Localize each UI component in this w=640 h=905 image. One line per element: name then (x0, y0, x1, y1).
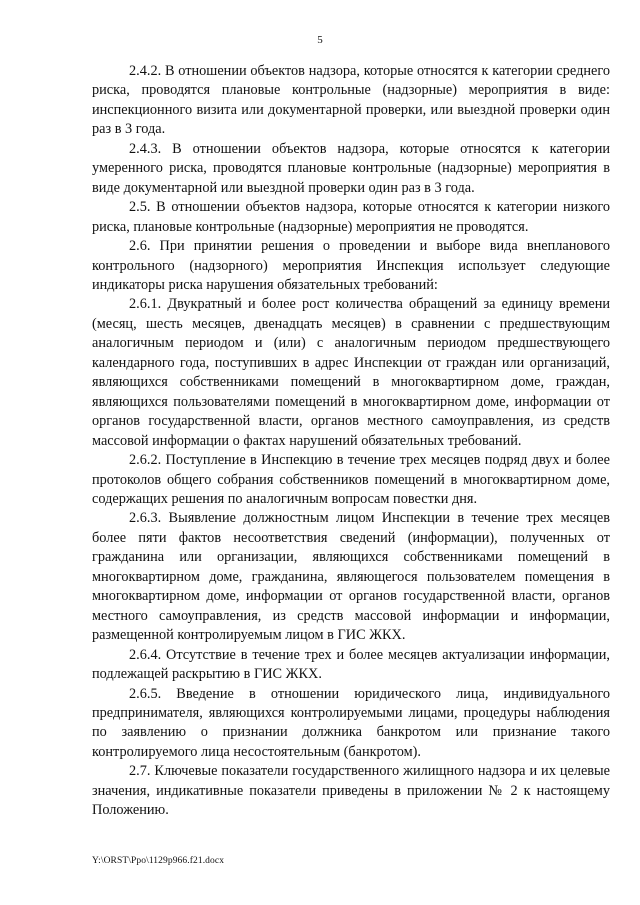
paragraph-2-6-1: 2.6.1. Двукратный и более рост количества обращений за единицу времени (месяц, шесть месяцев, двенадцать месяцев) в сравнении с предшествующим аналогичным периодом и (или) с аналогичным периодом предшествующего календарного года, поступивших в адрес Инспекции от граждан или организаций, являющихся собственниками помещений в многоквартирном доме, граждан, являющихся пользователями помещений в многоквартирном доме, информации от органов государственной власти, органов местного самоуправления, из средств массовой информации о фактах нарушений обязательных требований. (92, 296, 610, 449)
footer-file-path: Y:\ORST\Ppo\1129p966.f21.docx (92, 856, 225, 866)
paragraph-2-5: 2.5. В отношении объектов надзора, которые относятся к категории низкого риска, плановые контрольные (надзорные) мероприятия не проводятся. (92, 199, 610, 235)
paragraph-2-6-3: 2.6.3. Выявление должностным лицом Инспекции в течение трех месяцев более пяти фактов несоответствия сведений (информации), полученных от гражданина или организации, являющихся собственниками помещений в многоквартирном доме, гражданина, являющегося пользователем помещения в многоквартирном доме, информации от органов государственной власти, органов местного самоуправления, из средств массовой информации и информации, размещенной контролируемым лицом в ГИС ЖКХ. (92, 510, 610, 644)
page-number: 5 (317, 34, 323, 46)
paragraph-2-7: 2.7. Ключевые показатели государственного жилищного надзора и их целевые значения, индикативные показатели приведены в приложении № 2 к настоящему Положению. (92, 763, 610, 819)
paragraph-2-4-2: 2.4.2. В отношении объектов надзора, которые относятся к категории среднего риска, проводятся плановые контрольные (надзорные) мероприятия в виде: инспекционного визита или документарной проверки, или выездной проверки один раз в 3 года. (92, 63, 610, 138)
paragraph-2-4-3: 2.4.3. В отношении объектов надзора, которые относятся к категории умеренного риска, проводятся плановые контрольные (надзорные) мероприятия в виде документарной или выездной проверки один раз в 3 года. (92, 140, 610, 196)
paragraph-2-6-2: 2.6.2. Поступление в Инспекцию в течение трех месяцев подряд двух и более протоколов общего собрания собственников помещений в многоквартирном доме, содержащих решения по аналогичным вопросам повестки дня. (92, 452, 610, 507)
paragraph-2-6-4: 2.6.4. Отсутствие в течение трех и более месяцев актуализации информации, подлежащей раскрытию в ГИС ЖКХ. (92, 646, 610, 683)
paragraph-2-6: 2.6. При принятии решения о проведении и выборе вида внепланового контрольного (надзорного) мероприятия Инспекция использует следующие индикаторы риска нарушения обязательных требований: (92, 238, 610, 293)
document-body (92, 62, 610, 821)
paragraph-2-6-5: 2.6.5. Введение в отношении юридического лица, индивидуального предпринимателя, являющихся контролируемыми лицами, процедуры наблюдения по заявлению о признании должника банкротом или признание такого контролируемого лица несостоятельным (банкротом). (92, 685, 610, 760)
